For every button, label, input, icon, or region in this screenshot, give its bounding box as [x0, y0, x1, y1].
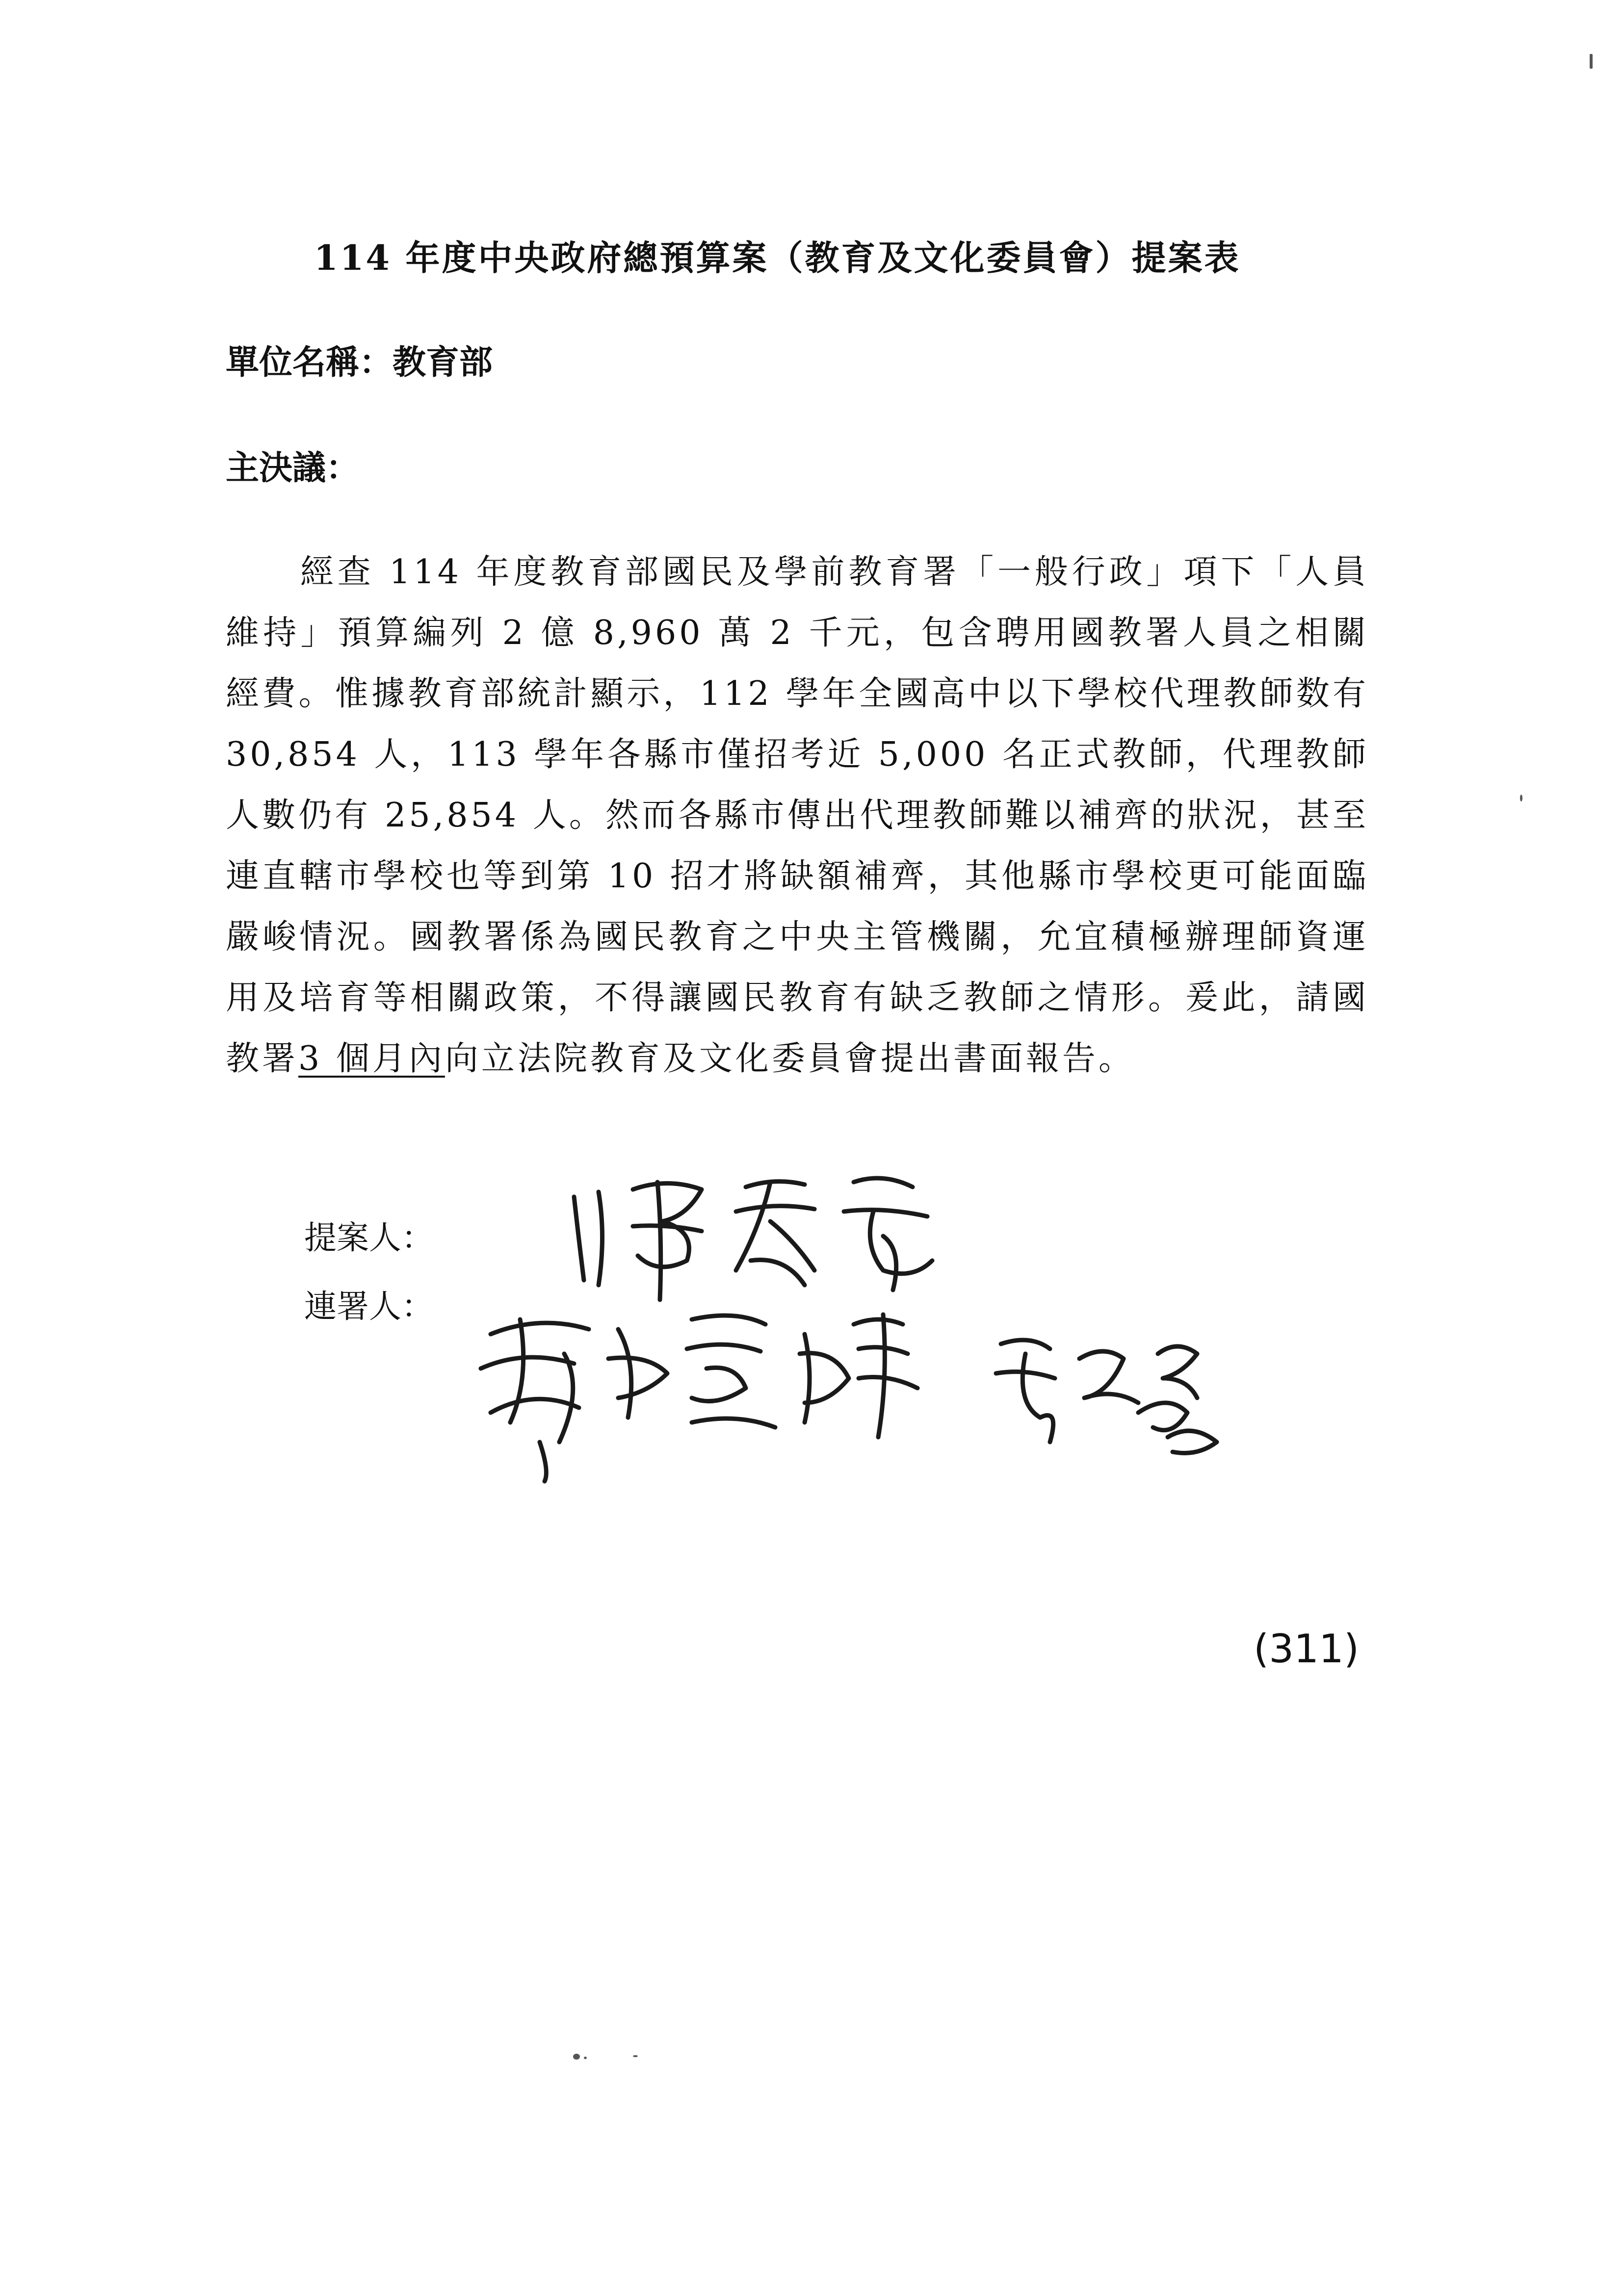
scan-speck — [633, 2055, 638, 2057]
deadline-underlined: 3 個月內 — [298, 1039, 445, 1078]
proposer-signature — [540, 1162, 981, 1310]
cosigner-label: 連署人： — [304, 1288, 434, 1325]
scan-speck — [573, 2054, 580, 2060]
scan-speck — [584, 2057, 587, 2059]
resolution-label: 主決議： — [226, 448, 360, 488]
resolution-body — [226, 542, 1369, 1089]
document-title: 114 年度中央政府總預算案（教育及文化委員會）提案表 — [314, 237, 1241, 278]
unit-line — [226, 336, 493, 384]
body-part-1: 經查 114 年度教育部國民及學前教育署「一般行政」項下「人員維持」預算編列 2 億 8,960 萬 2 千元，包含聘用國教署人員之相關經費。惟據教育部統計顯示，112 學年全國高中以下學校代理教師数有 30,854 人，113 學年各縣市僅招考近 5,000 名正式教師，代理教師人數仍有 25,854 人。然而各縣市傳出代理教師難以補齊的狀況，甚至連直轄市學校也等到第 10 招才將缺額補齊，其他縣市學校更可能面臨嚴峻情況。國教署係為國民教育之中央主管機關，允宜積極辦理師資運用及培育等相關政策，不得讓國民教育有缺乏教師之情形。爰此，請國教署 — [226, 553, 1369, 1078]
body-part-2: 向立法院教育及文化委員會提出書面報告。 — [445, 1039, 1135, 1078]
scan-speck — [1520, 795, 1522, 801]
unit-value: 教育部 — [393, 343, 493, 382]
page-number: (311) — [1254, 1626, 1360, 1672]
cosigner-signatures — [461, 1295, 1236, 1491]
proposer-label: 提案人： — [304, 1219, 434, 1257]
scan-speck — [1590, 54, 1593, 69]
unit-label: 單位名稱： — [226, 343, 393, 382]
